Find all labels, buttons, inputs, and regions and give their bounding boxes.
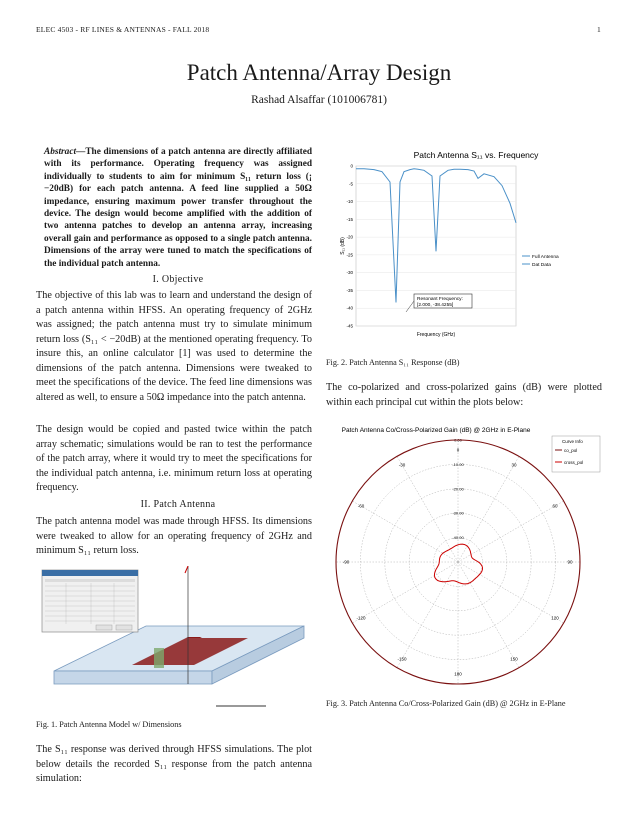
polar-angle-label: 0 — [456, 447, 460, 453]
s11-ytick-label: -40 — [346, 305, 353, 311]
polar-radial-label: 0.00 — [454, 437, 462, 443]
section-heading-patch-antenna: II. Patch Antenna — [140, 499, 216, 510]
running-header: ELEC 4503 - RF LINES & ANTENNAS - FALL 2018 — [36, 25, 210, 34]
figure-1-hfss-model — [36, 566, 312, 712]
author-line: Rashad Alsaffar (101006781) — [251, 94, 387, 106]
figure-2-s11-chart — [326, 146, 602, 342]
polar-angle-label: 60 — [552, 503, 558, 509]
figure-3-polar-chart — [326, 420, 602, 694]
s11-ytick-label: -30 — [346, 270, 353, 276]
s11-ytick-label: -20 — [346, 234, 353, 240]
polar-angle-label: -90 — [342, 559, 350, 565]
s11-legend-item-2: Dat Data — [532, 263, 551, 268]
abstract-label: Abstract — [44, 147, 77, 157]
objective-paragraph-1: The objective of this lab was to learn and understand the design of a patch antenna within HFSS. An operating frequency of 2GHz was assigned; the patch antenna must try to simulate minimum return loss (S₁₁ < −20dB) at the mentioned operating frequency. To insure this, an online calculator [1] was used to determine the dimensions of the patch antenna. Dimensions were tweaked to meet the specifications of the device. The feed line dimensions was altered as well, to ensure a 50Ω impedance into the patch antenna. — [36, 290, 312, 403]
polar-angle-label: 180 — [454, 671, 462, 677]
polar-angle-label: 90 — [567, 559, 573, 565]
polar-legend-item-2: cross_pol — [564, 460, 584, 465]
s11-ytick-label: -45 — [346, 323, 353, 329]
s11-ytick-label: -35 — [346, 287, 353, 293]
figure-3-caption: Fig. 3. Patch Antenna Co/Cross-Polarized Gain (dB) @ 2GHz in E-Plane — [326, 699, 566, 708]
polar-radial-label: -10.00 — [452, 461, 464, 467]
paper-title: Patch Antenna/Array Design — [186, 60, 452, 85]
abstract — [44, 146, 312, 270]
figure-2-caption: Fig. 2. Patch Antenna S₁₁ Response (dB) — [326, 358, 460, 367]
polar-angle-label: -30 — [398, 462, 406, 468]
gain-paragraph: The co-polarized and cross-polarized gains (dB) were plotted within each principal cut within the plots below: — [326, 382, 602, 408]
section-heading-objective: I. Objective — [152, 274, 204, 285]
s11-ytick-label: -15 — [346, 216, 353, 222]
abstract-text: —The dimensions of a patch antenna are directly affiliated with its performance. Operating frequency was assigned individually to students to aim for minimum S₁₁ return loss (¡ −20dB) for each patch antenna. A feed line supplied a 50Ω impedance, ensuring maximum power transfer throughout the device. The design would become amplified with the addition of two antenna patches to develop an antenna array, increasing overall gain and performance as opposed to a single patch antenna. Dimensions of the array were tuned to match the specifications of the individual patch antenna. — [44, 147, 312, 269]
s11-ytick-label: 0 — [350, 163, 353, 169]
s11-annotation-line-2: [2.000, -38.4255] — [417, 303, 454, 308]
polar-legend-heading: Curve Info — [562, 439, 583, 444]
s11-ytick-label: -10 — [346, 199, 353, 205]
polar-angle-label: -60 — [357, 503, 365, 509]
s11-paragraph: The S₁₁ response was derived through HFSS simulations. The plot below details the recorded S₁₁ response from the patch antenna simulation: — [36, 744, 312, 784]
s11-ytick-label: -25 — [346, 252, 353, 258]
s11-legend-item-1: Full Antenna — [532, 255, 559, 260]
s11-ytick-label: -5 — [348, 181, 353, 187]
s11-annotation-line-1: Resonant Frequency: — [417, 297, 463, 302]
polar-radial-label: -30.00 — [452, 510, 464, 516]
patch-paragraph: The patch antenna model was made through HFSS. Its dimensions were tweaked to allow for an operating frequency of 2GHz and minimum S₁₁ return loss. — [36, 516, 312, 556]
s11-ylabel: S₁₁ (dB) — [340, 237, 346, 255]
page-number: 1 — [597, 25, 601, 34]
polar-chart-title: Patch Antenna Co/Cross-Polarized Gain (dB) @ 2GHz in E-Plane — [341, 427, 531, 434]
s11-chart-title: Patch Antenna S₁₁ vs. Frequency — [413, 150, 539, 160]
polar-radial-label: -20.00 — [452, 486, 464, 492]
objective-paragraph-2: The design would be copied and pasted twice within the patch array schematic; simulations would be ran to test the performance of the patch array, where it would try to meet the specifications for the individual patch antenna, i.e. minimum return loss at operating frequency. — [36, 424, 312, 493]
s11-xlabel: Frequency (GHz) — [416, 332, 456, 338]
port-shape — [154, 648, 164, 668]
polar-angle-label: 150 — [510, 656, 518, 662]
polar-angle-label: 30 — [511, 462, 517, 468]
polar-angle-label: -150 — [397, 656, 407, 662]
polar-angle-label: -120 — [356, 615, 366, 621]
polar-angle-label: 120 — [551, 615, 559, 621]
figure-1-caption: Fig. 1. Patch Antenna Model w/ Dimensions — [36, 720, 182, 729]
polar-legend — [552, 436, 600, 472]
polar-legend-item-1: co_pol — [564, 448, 578, 453]
polar-radial-label: -40.00 — [452, 535, 464, 541]
dimensions-dialog — [42, 570, 138, 632]
